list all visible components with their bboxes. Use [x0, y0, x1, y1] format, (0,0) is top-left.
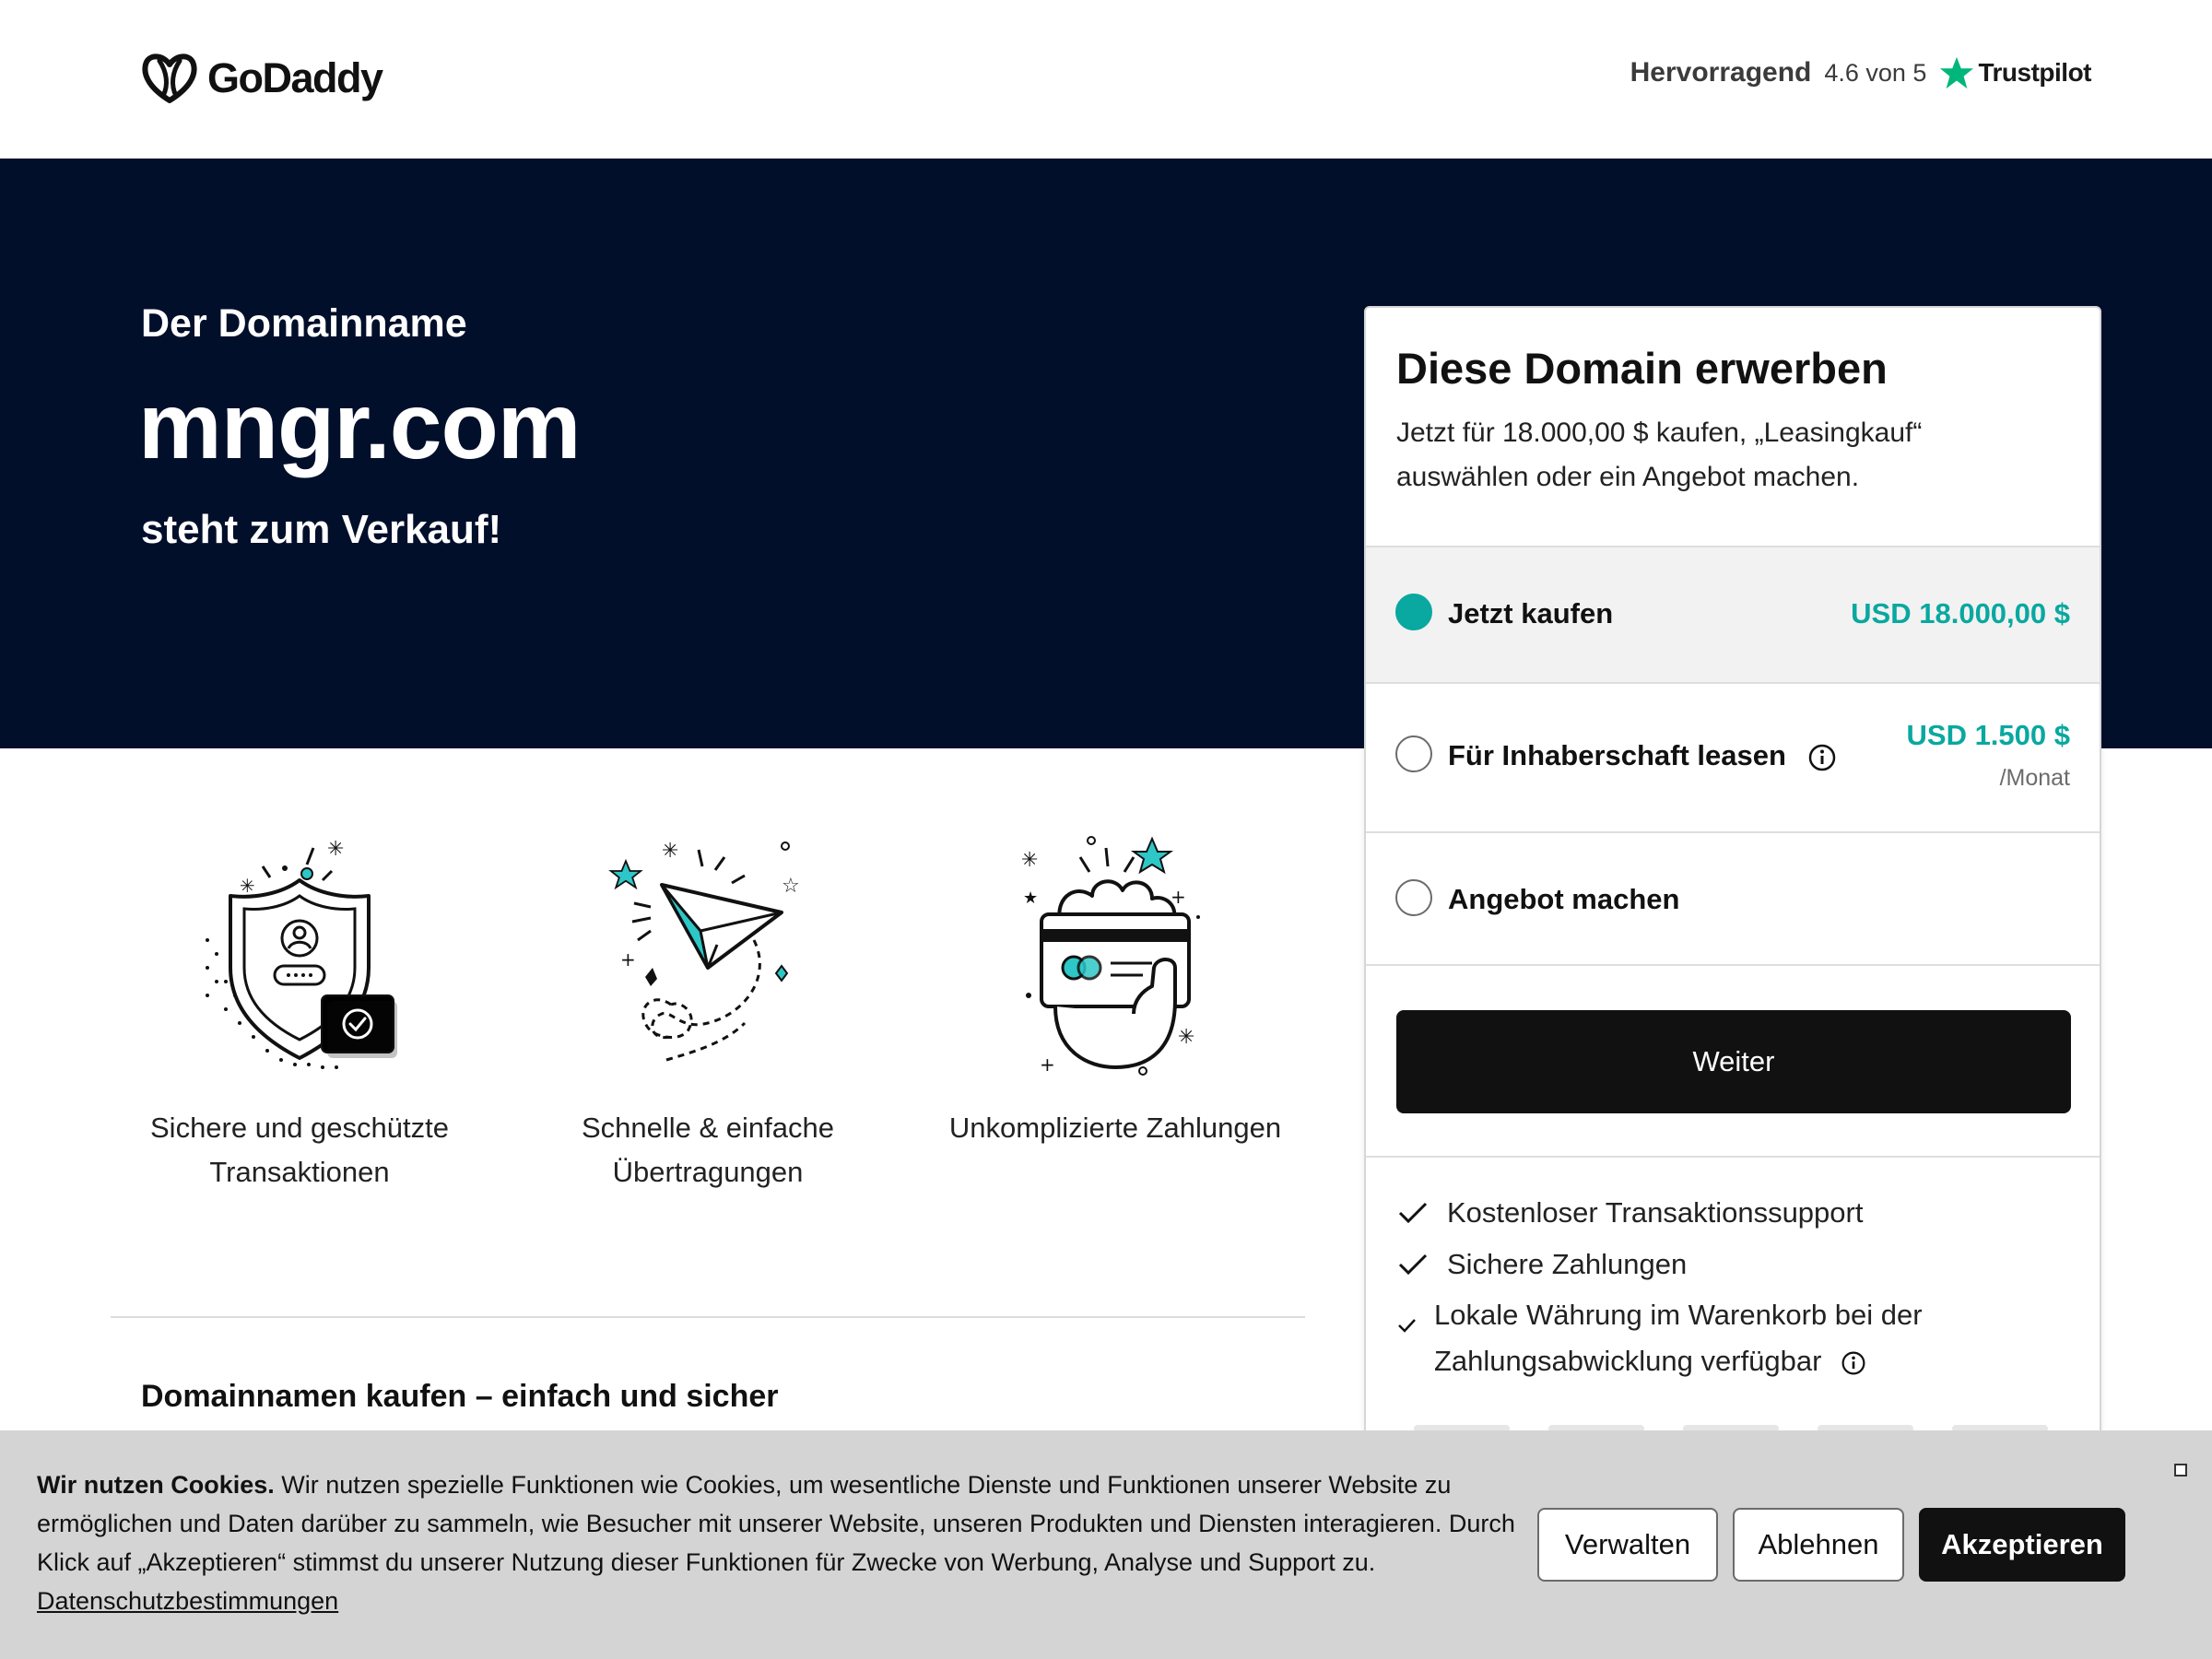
info-icon[interactable]	[1841, 1350, 1866, 1376]
svg-text:✳: ✳	[327, 838, 345, 861]
svg-text:+: +	[1040, 1053, 1055, 1076]
domain-name-heading: mngr.com	[138, 373, 581, 478]
option-price: USD 1.500 $	[1906, 719, 2070, 751]
benefit-text: Lokale Währung im Warenkorb bei der	[1434, 1299, 1923, 1331]
svg-text:☆: ☆	[782, 875, 800, 898]
option-make-offer[interactable]	[1366, 831, 2100, 966]
benefit-item	[1395, 1196, 1863, 1230]
benefit-text: Sichere Zahlungen	[1447, 1248, 1688, 1280]
paper-plane-icon	[597, 830, 818, 1088]
section-title: Domainnamen kaufen – einfach und sicher	[141, 1379, 779, 1414]
rating-word: Hervorragend	[1630, 57, 1812, 88]
option-label: Angebot machen	[1448, 883, 1680, 915]
card-title: Diese Domain erwerben	[1396, 344, 1888, 393]
benefit-text: Kostenloser Transaktionssupport	[1447, 1196, 1864, 1229]
feature-caption	[106, 1106, 493, 1194]
trustpilot-rating[interactable]	[1630, 55, 2091, 90]
continue-button[interactable]: Weiter	[1396, 1010, 2071, 1113]
hero-pretitle: Der Domainname	[141, 301, 467, 346]
privacy-policy-link[interactable]: Datenschutzbestimmungen	[37, 1587, 339, 1615]
benefit-text-line	[1434, 1338, 1923, 1384]
info-icon[interactable]	[1807, 743, 1837, 772]
cookie-body: Wir nutzen spezielle Funktionen wie Cookies, um wesentliche Dienste und Funktionen unserer Website zu ermöglichen und Daten darüber zu sammeln, wie Besucher mit unserer Website, unseren Produkten und Diensten interagieren. Durch Klick auf „Akzeptieren“ stimmst du unserer Nutzung dieser Funktionen für Zwecke von Werbung, Analyse und Support zu.	[37, 1471, 1515, 1576]
radio-buy-now[interactable]	[1395, 594, 1432, 630]
shield-icon	[189, 830, 410, 1088]
option-buy-now[interactable]	[1366, 546, 2100, 682]
logo-text: GoDaddy	[207, 54, 382, 101]
check-icon	[1395, 1300, 1419, 1355]
check-icon	[1395, 1196, 1432, 1230]
benefit-item	[1395, 1248, 1687, 1281]
option-label: Für Inhaberschaft leasen	[1448, 739, 1786, 771]
benefit-text-block	[1434, 1292, 1923, 1384]
svg-text:✳: ✳	[1021, 849, 1039, 872]
godaddy-logo[interactable]	[141, 52, 382, 105]
rating-score: 4.6 von 5	[1824, 58, 1927, 87]
benefit-text: Zahlungsabwicklung verfügbar	[1434, 1345, 1822, 1377]
purchase-card	[1364, 306, 2101, 1504]
radio-lease[interactable]	[1395, 735, 1432, 772]
option-label-wrap	[1448, 739, 1837, 772]
cookie-text	[37, 1465, 1530, 1620]
trustpilot-label: Trustpilot	[1978, 58, 2091, 87]
feature-caption	[922, 1106, 1309, 1150]
accept-cookies-button[interactable]: Akzeptieren	[1919, 1508, 2125, 1582]
benefit-item	[1395, 1300, 1923, 1384]
check-icon	[1395, 1248, 1432, 1281]
svg-text:✳: ✳	[240, 875, 255, 897]
feature-fast	[514, 830, 901, 1194]
decline-cookies-button[interactable]: Ablehnen	[1733, 1508, 1904, 1582]
option-price: USD 18.000,00 $	[1851, 597, 2070, 629]
svg-text:✳: ✳	[1178, 1026, 1195, 1049]
svg-text:✳: ✳	[662, 840, 679, 863]
trustpilot-brand	[1939, 55, 2091, 90]
feature-caption-line: Transaktionen	[209, 1156, 390, 1188]
feature-caption-line: Sichere und geschützte	[150, 1112, 449, 1144]
feature-secure	[106, 830, 493, 1194]
feature-payments	[922, 830, 1309, 1150]
svg-text:+: +	[620, 948, 636, 971]
close-banner-icon[interactable]	[2174, 1464, 2187, 1477]
card-payment-icon	[1005, 830, 1226, 1088]
trustpilot-star-icon	[1939, 55, 1974, 90]
feature-caption-line: Schnelle & einfache	[581, 1112, 835, 1144]
radio-make-offer[interactable]	[1395, 879, 1432, 916]
option-price-period: /Monat	[1999, 765, 2070, 791]
option-lease[interactable]	[1366, 682, 2100, 831]
feature-caption	[514, 1106, 901, 1194]
card-subtitle: Jetzt für 18.000,00 $ kaufen, „Leasingkauf“ auswählen oder ein Angebot machen.	[1396, 418, 1923, 492]
manage-cookies-button[interactable]: Verwalten	[1537, 1508, 1718, 1582]
cookie-heading: Wir nutzen Cookies.	[37, 1471, 275, 1499]
cookie-banner	[0, 1430, 2212, 1659]
hero-subtitle: steht zum Verkauf!	[141, 507, 502, 552]
option-label: Jetzt kaufen	[1448, 597, 1614, 629]
card-divider	[1366, 1156, 2100, 1158]
feature-caption-line: Unkomplizierte Zahlungen	[948, 1112, 1282, 1144]
svg-text:★: ★	[1023, 888, 1039, 908]
svg-text:+: +	[1171, 886, 1186, 908]
godaddy-heart-icon	[141, 52, 198, 105]
feature-caption-line: Übertragungen	[612, 1156, 804, 1188]
site-header	[0, 0, 2212, 159]
section-divider	[111, 1316, 1305, 1318]
